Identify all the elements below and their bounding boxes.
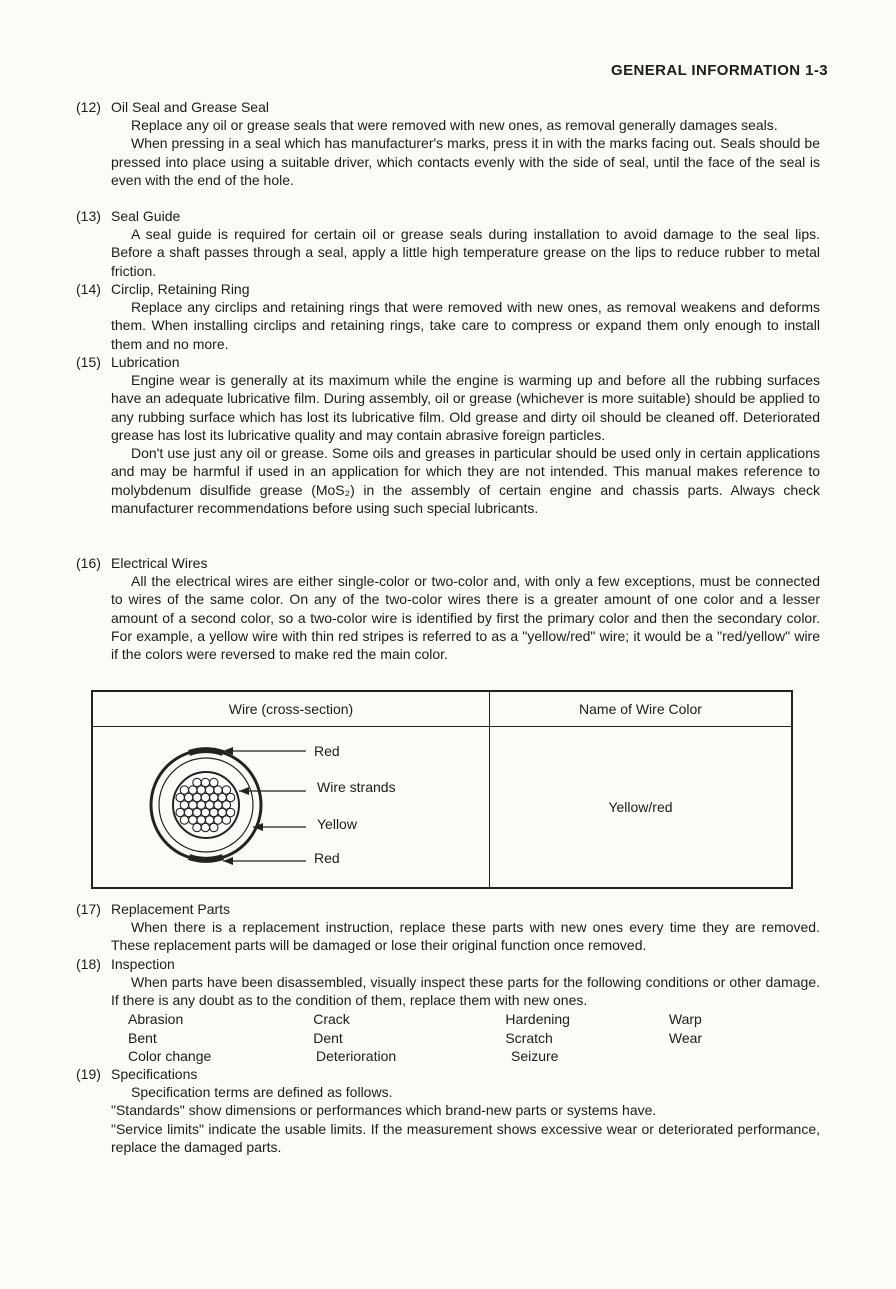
table-header-color-name: Name of Wire Color [490, 691, 793, 727]
section-heading [76, 554, 820, 572]
label-wire-strands: Wire strands [317, 779, 396, 795]
terms-row [128, 1029, 728, 1048]
paragraph: Don't use just any oil or grease. Some oils and greases in particular should be used only in certain applications and may be harmful if used in an application for which they are not intended. This manual makes reference to molybdenum disulfide grease (MoS₂) in the assembly of certain engine and chassis parts. Always check manufacturer recommendations before using such special lubricants. [111, 445, 820, 517]
label-red-bottom: Red [314, 850, 340, 866]
term: Scratch [505, 1029, 553, 1046]
section-title: Replacement Parts [111, 901, 231, 917]
section-number: (13) [76, 208, 101, 224]
section-number: (19) [76, 1066, 101, 1082]
label-yellow: Yellow [317, 816, 357, 832]
terms-row [128, 1010, 728, 1029]
paragraph: When pressing in a seal which has manufacturer's marks, press it in with the marks facing out. Seals should be pressed into place using a suitable driver, which contacts evenly with the side of seal, until the face of the seal is even with the end of the hole. [111, 135, 820, 188]
paragraph: All the electrical wires are either single-color or two-color and, with only a few exceptions, must be connected to wires of the same color. On any of the two-color wires there is a greater amount of one color and a lesser amount of a second color, so a two-color wire is identified by first the primary color and then the secondary color. For example, a yellow wire with thin red stripes is referred to as a "yellow/red" wire; it would be a "red/yellow" wire if the colors were reversed to make red the main color. [111, 573, 820, 663]
paragraph: "Standards" show dimensions or performances which brand-new parts or systems have. [111, 1102, 657, 1119]
paragraph: "Service limits" indicate the usable limits. If the measurement shows excessive wear or deteriorated performance, replace the damaged parts. [111, 1120, 820, 1155]
page-header: GENERAL INFORMATION 1-3 [611, 62, 828, 79]
term: Abrasion [128, 1011, 184, 1027]
section-title: Specifications [111, 1066, 198, 1082]
section-number: (17) [76, 901, 101, 917]
section-heading [76, 207, 820, 225]
paragraph: Replace any circlips and retaining rings that were removed with new ones, as removal weakens and deforms them. When installing circlips and retaining rings, take care to compress or expand them only enough to install them and no more. [111, 299, 820, 352]
wire-color-name: Yellow/red [490, 727, 793, 889]
table-header-wire: Wire (cross-section) [92, 691, 490, 727]
label-red-top: Red [314, 743, 340, 759]
inspection-terms-list [128, 1010, 728, 1066]
section-number: (12) [76, 99, 101, 115]
section-title: Oil Seal and Grease Seal [111, 99, 269, 115]
term: Hardening [505, 1011, 570, 1027]
term: Warp [668, 1011, 702, 1027]
term: Wear [668, 1029, 703, 1046]
section-number: (18) [76, 956, 101, 972]
section-18 [76, 955, 820, 1010]
section-19 [76, 1065, 820, 1156]
term: Deterioration [316, 1048, 397, 1064]
section-17 [76, 900, 820, 955]
section-title: Inspection [111, 956, 175, 972]
term: Seizure [511, 1048, 559, 1064]
section-number: (14) [76, 281, 101, 297]
wire-diagram-cell [92, 727, 490, 889]
section-14 [76, 280, 820, 353]
section-heading [76, 353, 820, 371]
wire-cross-section-diagram [93, 727, 489, 887]
section-heading [76, 955, 820, 973]
wire-color-table [91, 690, 793, 889]
paragraph: When there is a replacement instruction, replace these parts with new ones every time they are removed. These replacement parts will be damaged or lose their original function once removed. [111, 919, 820, 954]
section-16 [76, 554, 820, 663]
term: Color change [128, 1048, 212, 1064]
term: Bent [128, 1029, 157, 1046]
section-number: (15) [76, 354, 101, 370]
section-12 [76, 98, 820, 189]
section-number: (16) [76, 555, 101, 571]
wire-cross-section-icon [93, 727, 489, 887]
section-heading [76, 900, 820, 918]
section-title: Electrical Wires [111, 555, 208, 571]
paragraph: Specification terms are defined as follows. [131, 1084, 393, 1100]
section-13 [76, 207, 820, 280]
paragraph: A seal guide is required for certain oil or grease seals during installation to avoid damage to the seal lips. Before a shaft passes through a seal, apply a little high temperature grease on the lips to reduce rubber to metal friction. [111, 226, 820, 279]
paragraph: Replace any oil or grease seals that were removed with new ones, as removal generally damages seals. [131, 117, 778, 133]
section-title: Circlip, Retaining Ring [111, 281, 250, 297]
section-heading [76, 1065, 820, 1083]
terms-row [128, 1047, 728, 1066]
term: Crack [313, 1011, 350, 1027]
paragraph: Engine wear is generally at its maximum while the engine is warming up and before all the rubbing surfaces have an adequate lubricative film. During assembly, oil or grease (whichever is more suitable) should be applied to any rubbing surface which has lost its lubricative film. Old grease and dirty oil should be cleaned off. Deteriorated grease has lost its lubricative quality and may contain abrasive foreign particles. [111, 372, 820, 443]
section-15 [76, 353, 820, 517]
term: Dent [313, 1029, 343, 1046]
section-heading [76, 98, 820, 116]
section-heading [76, 280, 820, 298]
section-title: Seal Guide [111, 208, 181, 224]
paragraph: When parts have been disassembled, visually inspect these parts for the following conditions or other damage. If there is any doubt as to the condition of them, replace them with new ones. [111, 974, 820, 1009]
section-title: Lubrication [111, 354, 180, 370]
